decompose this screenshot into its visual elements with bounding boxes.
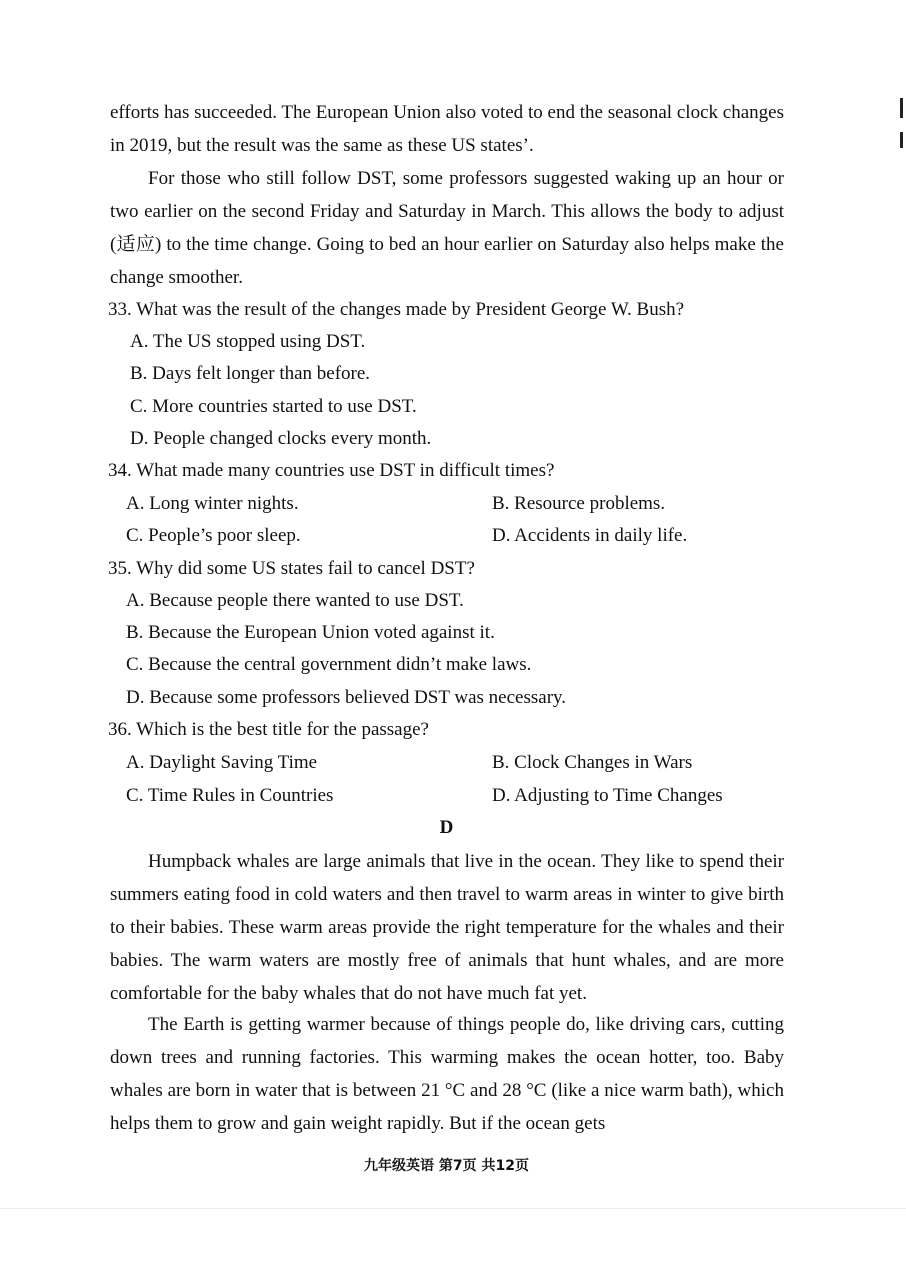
page-divider: [0, 1208, 906, 1209]
passage-paragraph: For those who still follow DST, some professors suggested waking up an hour or two earlier on the second Friday and Saturday in March. This allows the body to adjust (适应) to the time change. Going to bed an hour earlier on Saturday also helps make the change smoother.: [110, 168, 784, 288]
question-33-option-c: C. More countries started to use DST.: [130, 396, 417, 417]
section-heading: D: [439, 817, 454, 838]
question-34-stem: 34. What made many countries use DST in difficult times?: [108, 460, 555, 481]
passage-paragraph: The Earth is getting warmer because of things people do, like driving cars, cutting down trees and running factories. This warming makes the ocean hotter, too. Baby whales are born in water that is between 21 °C and 28 °C (like a nice warm bath), which helps them to grow and gain weight rapidly. But if the ocean gets: [110, 1014, 784, 1134]
question-34-option-c: C. People’s poor sleep.: [126, 525, 301, 546]
scan-edge-mark: [900, 132, 903, 148]
question-33-stem: 33. What was the result of the changes made by President George W. Bush?: [108, 299, 685, 320]
passage-paragraph: Humpback whales are large animals that live in the ocean. They like to spend their summers eating food in cold waters and then travel to warm areas in winter to give birth to their babies. These warm areas provide the right temperature for the whales and their babies. The warm waters are mostly free of animals that hunt whales, and are more comfortable for the baby whales that do not have much fat yet.: [110, 851, 784, 1004]
question-33-option-b: B. Days felt longer than before.: [130, 363, 371, 384]
question-35-option-c: C. Because the central government didn’t make laws.: [126, 654, 532, 675]
page-footer: 九年级英语 第7页 共12页: [364, 1158, 529, 1174]
question-35-option-d: D. Because some professors believed DST was necessary.: [126, 687, 567, 708]
passage-paragraph: efforts has succeeded. The European Union also voted to end the seasonal clock changes in 2019, but the result was the same as these US states’.: [110, 102, 784, 156]
question-36-option-c: C. Time Rules in Countries: [126, 785, 334, 806]
scan-edge-mark: [900, 98, 903, 118]
question-36-option-b: B. Clock Changes in Wars: [492, 752, 693, 773]
question-36-option-d: D. Adjusting to Time Changes: [492, 785, 723, 806]
question-35-stem: 35. Why did some US states fail to cancel DST?: [108, 558, 475, 579]
question-35-option-a: A. Because people there wanted to use DST.: [126, 590, 464, 611]
question-33-option-d: D. People changed clocks every month.: [130, 428, 432, 449]
question-34-option-a: A. Long winter nights.: [126, 493, 299, 514]
question-36-option-a: A. Daylight Saving Time: [126, 752, 318, 773]
question-36-stem: 36. Which is the best title for the passage?: [108, 719, 429, 740]
question-35-option-b: B. Because the European Union voted against it.: [126, 622, 495, 643]
question-34-option-d: D. Accidents in daily life.: [492, 525, 688, 546]
question-34-option-b: B. Resource problems.: [492, 493, 666, 514]
question-33-option-a: A. The US stopped using DST.: [130, 331, 366, 352]
